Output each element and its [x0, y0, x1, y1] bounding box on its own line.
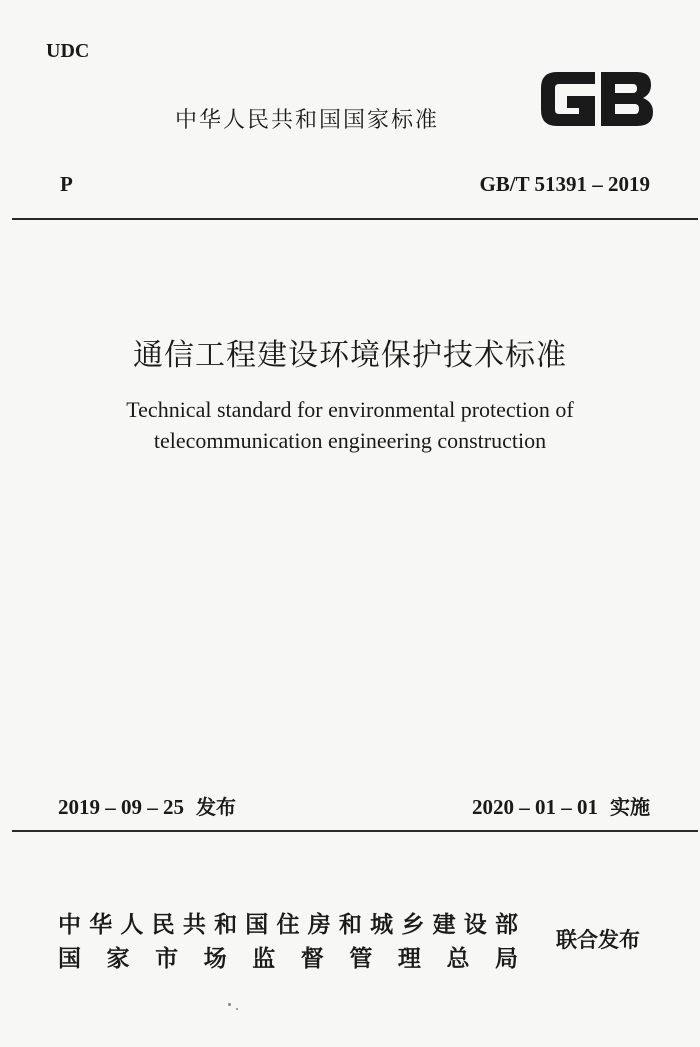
print-speck [228, 1003, 231, 1006]
issue-date: 2019 – 09 – 25 [58, 795, 184, 819]
standard-number: GB/T 51391 – 2019 [479, 172, 650, 196]
issue-label: 发布 [196, 795, 236, 819]
title-english-line1: Technical standard for environmental protection of [126, 397, 574, 422]
implement-label: 实施 [610, 795, 650, 819]
udc-label: UDC [46, 40, 90, 62]
implement-date-block [472, 791, 650, 820]
header-divider [12, 218, 698, 220]
classification-code: P [60, 172, 73, 196]
national-standard-label: 中华人民共和国国家标准 [175, 108, 440, 133]
issuer-line1: 中华人民共和国住房和城乡建设部 [58, 912, 518, 938]
title-english-line2: telecommunication engineering construction [153, 428, 547, 453]
footer-divider [12, 830, 698, 832]
implement-date: 2020 – 01 – 01 [472, 795, 598, 819]
issuer-line2: 国家市场监督管理总局 [58, 946, 518, 972]
joint-issue-label: 联合发布 [556, 928, 640, 952]
gb-logo-icon [537, 66, 657, 132]
title-chinese: 通信工程建设环境保护技术标准 [133, 338, 567, 373]
print-speck [236, 1008, 238, 1010]
issue-date-block [58, 791, 236, 820]
